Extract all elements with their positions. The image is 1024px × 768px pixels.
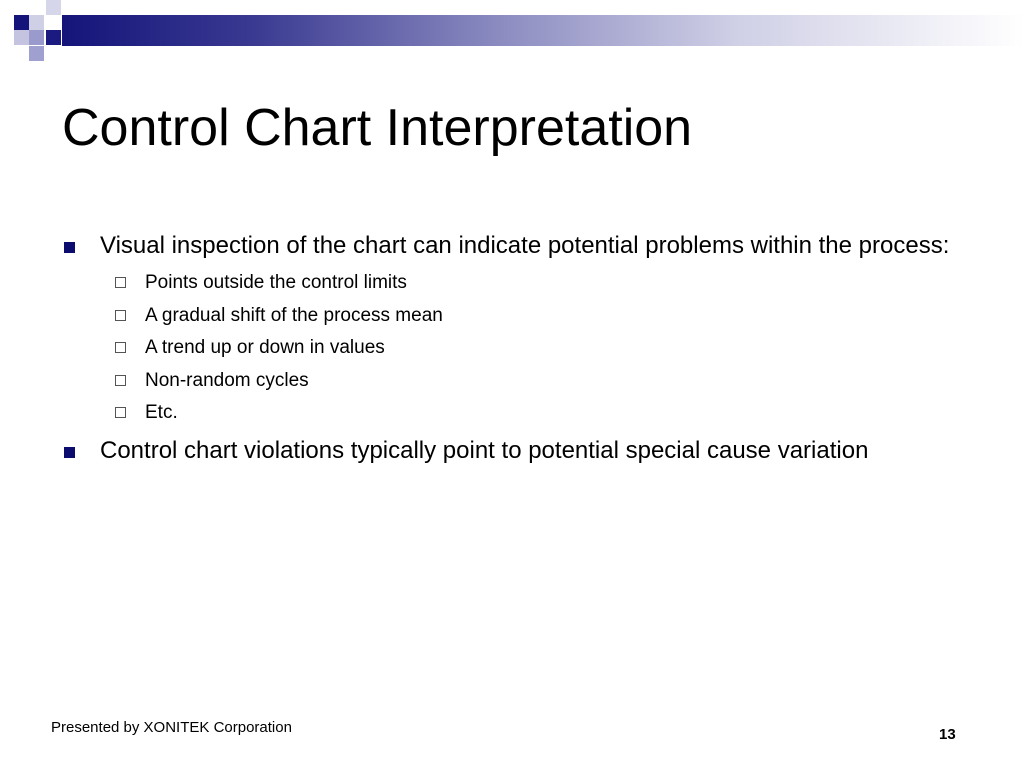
sub-bullet-item (62, 267, 962, 300)
decor-square-light (29, 15, 44, 30)
sub-bullet-text: A trend up or down in values (145, 337, 385, 359)
footer-presenter: Presented by XONITEK Corporation (51, 719, 292, 736)
page-number: 13 (939, 726, 956, 743)
decor-square-medium (29, 46, 44, 61)
sub-bullet-item (62, 397, 962, 430)
decor-square-light (14, 30, 29, 45)
bullet-item (62, 229, 962, 263)
bullet-text: Control chart violations typically point to potential special cause variation (100, 436, 869, 464)
bullet-text: Visual inspection of the chart can indicate potential problems within the process: (100, 232, 950, 259)
sub-bullet-item (62, 365, 962, 398)
bullet-item (62, 434, 962, 468)
sub-bullet-text: A gradual shift of the process mean (145, 304, 443, 326)
square-bullet-icon (64, 242, 75, 253)
decor-square-medium (29, 30, 44, 45)
sub-bullet-list (62, 267, 962, 430)
slide-content (62, 229, 962, 468)
sub-bullet-text: Non-random cycles (145, 369, 309, 391)
slide-title: Control Chart Interpretation (62, 99, 693, 157)
sub-bullet-item (62, 332, 962, 365)
square-bullet-icon (64, 447, 75, 458)
hollow-square-bullet-icon (115, 375, 126, 386)
decor-square-dark (46, 30, 61, 45)
sub-bullet-text: Points outside the control limits (145, 272, 407, 293)
decor-square-dark (14, 15, 29, 30)
hollow-square-bullet-icon (115, 310, 126, 321)
decor-square-light (46, 0, 61, 15)
hollow-square-bullet-icon (115, 342, 126, 353)
sub-bullet-item (62, 300, 962, 333)
header-gradient-band (62, 15, 1024, 46)
hollow-square-bullet-icon (115, 277, 126, 288)
sub-bullet-text: Etc. (145, 402, 178, 424)
hollow-square-bullet-icon (115, 407, 126, 418)
